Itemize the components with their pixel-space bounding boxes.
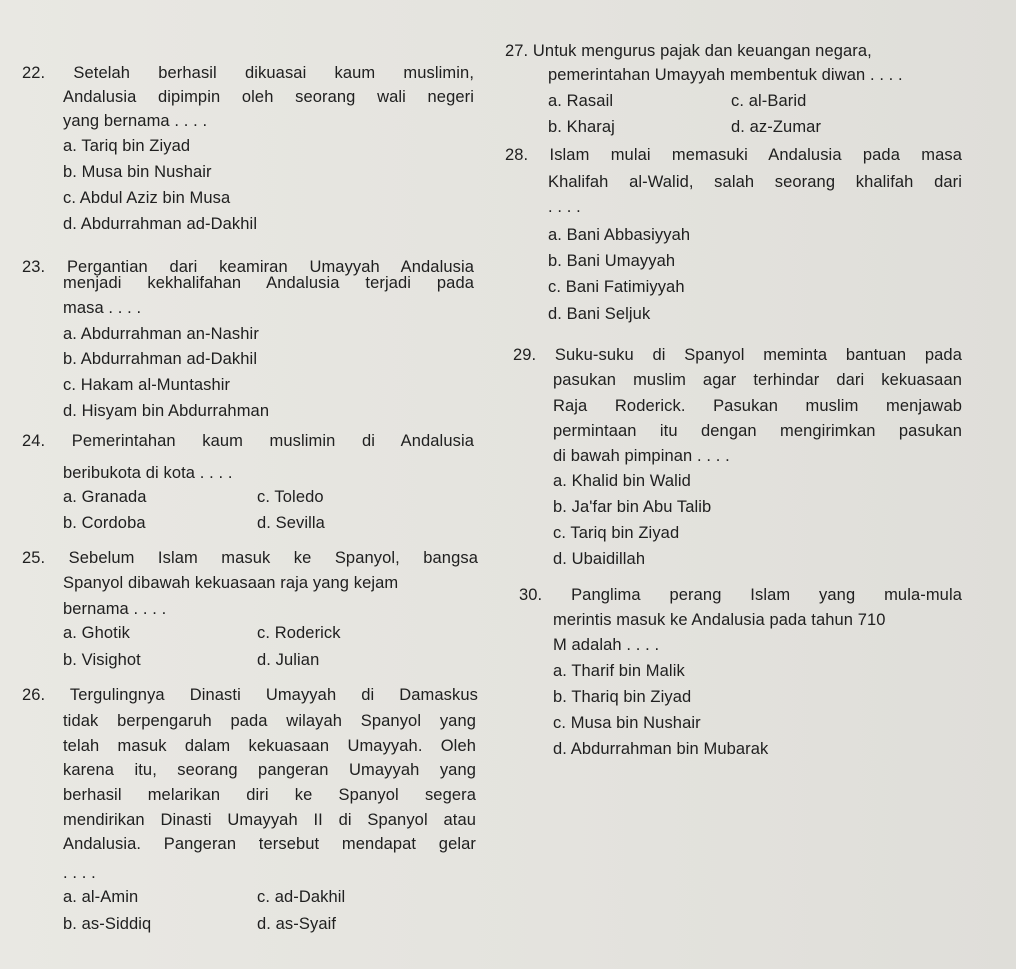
question-22-stem-line-1: 22. Setelah berhasil dikuasai kaum muslimin, [22, 64, 474, 82]
question-24-stem-line-2: beribukota di kota . . . . [63, 464, 233, 482]
question-23-option-b[interactable]: b. Abdurrahman ad-Dakhil [63, 350, 258, 368]
question-26-stem-line-5: berhasil melarikan diri ke Spanyol segera [63, 786, 476, 804]
question-25-option-b[interactable]: b. Visighot [63, 651, 141, 669]
question-26-stem-line-8: . . . . [63, 864, 96, 882]
question-30-option-c[interactable]: c. Musa bin Nushair [553, 714, 701, 732]
question-29-stem-line-5: di bawah pimpinan . . . . [553, 447, 730, 465]
question-26-stem-line-3: telah masuk dalam kekuasaan Umayyah. Oleh [63, 737, 476, 755]
question-28-option-a[interactable]: a. Bani Abbasiyyah [548, 226, 691, 244]
question-30-option-d[interactable]: d. Abdurrahman bin Mubarak [553, 740, 769, 758]
question-28-stem-line-3: . . . . [548, 198, 581, 216]
question-29-option-d[interactable]: d. Ubaidillah [553, 550, 646, 568]
question-30-stem-line-3: M adalah . . . . [553, 636, 660, 654]
question-30-stem-line-1: 30. Panglima perang Islam yang mula-mula [519, 586, 962, 604]
question-22-option-c[interactable]: c. Abdul Aziz bin Musa [63, 189, 231, 207]
question-23-stem-line-2: menjadi kekhalifahan Andalusia terjadi pada [63, 274, 474, 292]
question-26-stem-line-1: 26. Tergulingnya Dinasti Umayyah di Damaskus [22, 686, 478, 704]
question-29-option-b[interactable]: b. Ja'far bin Abu Talib [553, 498, 712, 516]
question-25-option-a[interactable]: a. Ghotik [63, 624, 130, 642]
question-22-option-b[interactable]: b. Musa bin Nushair [63, 163, 212, 181]
question-23-option-d[interactable]: d. Hisyam bin Abdurrahman [63, 402, 270, 420]
question-26-option-c[interactable]: c. ad-Dakhil [257, 888, 346, 906]
question-28-option-d[interactable]: d. Bani Seljuk [548, 305, 651, 323]
question-27-option-a[interactable]: a. Rasail [548, 92, 614, 110]
question-29-stem-line-4: permintaan itu dengan mengirimkan pasukan [553, 422, 962, 440]
question-30-option-b[interactable]: b. Thariq bin Ziyad [553, 688, 692, 706]
question-27-option-b[interactable]: b. Kharaj [548, 118, 615, 136]
question-28-stem-line-2: Khalifah al-Walid, salah seorang khalifah dari [548, 173, 962, 191]
question-27-stem-line-1: 27. Untuk mengurus pajak dan keuangan negara, [505, 42, 872, 60]
question-28-option-b[interactable]: b. Bani Umayyah [548, 252, 676, 270]
question-24-option-a[interactable]: a. Granada [63, 488, 147, 506]
question-24-stem-line-1: 24. Pemerintahan kaum muslimin di Andalusia [22, 432, 474, 450]
question-26-stem-line-6: mendirikan Dinasti Umayyah II di Spanyol atau [63, 811, 476, 829]
question-28-stem-line-1: 28. Islam mulai memasuki Andalusia pada masa [505, 146, 962, 164]
question-25-stem-line-1: 25. Sebelum Islam masuk ke Spanyol, bangsa [22, 549, 478, 567]
question-28-option-c[interactable]: c. Bani Fatimiyyah [548, 278, 685, 296]
question-30-stem-line-2: merintis masuk ke Andalusia pada tahun 710 [553, 611, 886, 629]
question-23-option-c[interactable]: c. Hakam al-Muntashir [63, 376, 231, 394]
question-25-option-c[interactable]: c. Roderick [257, 624, 341, 642]
question-23-option-a[interactable]: a. Abdurrahman an-Nashir [63, 325, 259, 343]
question-25-stem-line-2: Spanyol dibawah kekuasaan raja yang kejam [63, 574, 399, 592]
question-22-stem-line-3: yang bernama . . . . [63, 112, 208, 130]
question-26-stem-line-7: Andalusia. Pangeran tersebut mendapat gelar [63, 835, 476, 853]
question-30-option-a[interactable]: a. Tharif bin Malik [553, 662, 685, 680]
question-29-stem-line-1: 29. Suku-suku di Spanyol meminta bantuan pada [513, 346, 962, 364]
question-24-option-d[interactable]: d. Sevilla [257, 514, 325, 532]
question-23-stem-line-3: masa . . . . [63, 299, 142, 317]
question-29-stem-line-2: pasukan muslim agar terhindar dari kekuasaan [553, 371, 962, 389]
question-23-stem-line-1: 23. Pergantian dari keamiran Umayyah Andalusia [22, 258, 474, 276]
question-27-option-c[interactable]: c. al-Barid [731, 92, 807, 110]
question-26-stem-line-4: karena itu, seorang pangeran Umayyah yang [63, 761, 476, 779]
question-26-option-b[interactable]: b. as-Siddiq [63, 915, 152, 933]
question-29-option-a[interactable]: a. Khalid bin Walid [553, 472, 691, 490]
question-29-stem-line-3: Raja Roderick. Pasukan muslim menjawab [553, 397, 962, 415]
question-24-option-c[interactable]: c. Toledo [257, 488, 324, 506]
question-25-stem-line-3: bernama . . . . [63, 600, 167, 618]
question-26-option-a[interactable]: a. al-Amin [63, 888, 139, 906]
question-27-option-d[interactable]: d. az-Zumar [731, 118, 822, 136]
question-22-option-a[interactable]: a. Tariq bin Ziyad [63, 137, 191, 155]
question-22-stem-line-2: Andalusia dipimpin oleh seorang wali negeri [63, 88, 474, 106]
question-26-stem-line-2: tidak berpengaruh pada wilayah Spanyol yang [63, 712, 476, 730]
question-24-option-b[interactable]: b. Cordoba [63, 514, 146, 532]
question-26-option-d[interactable]: d. as-Syaif [257, 915, 337, 933]
question-25-option-d[interactable]: d. Julian [257, 651, 320, 669]
question-29-option-c[interactable]: c. Tariq bin Ziyad [553, 524, 680, 542]
question-27-stem-line-2: pemerintahan Umayyah membentuk diwan . . . . [548, 66, 903, 84]
question-22-option-d[interactable]: d. Abdurrahman ad-Dakhil [63, 215, 258, 233]
